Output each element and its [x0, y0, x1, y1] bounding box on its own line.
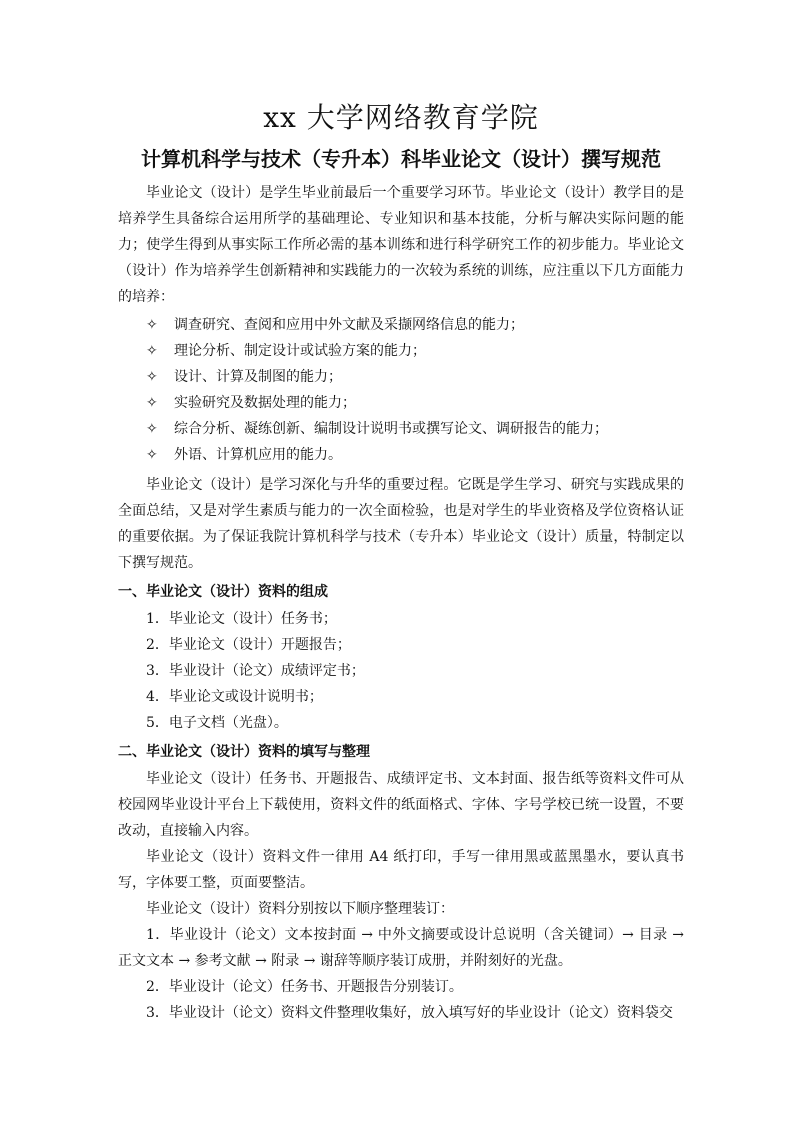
list-item: [118, 390, 684, 416]
diamond-bullet-icon: ✧: [146, 317, 158, 333]
body-paragraph: 毕业论文（设计）任务书、开题报告、成绩评定书、文本封面、报告纸等资料文件可从校园网毕业设计平台上下载使用，资料文件的纸面格式、字体、字号学校已统一设置，不要改动，直接输入内容。: [118, 771, 684, 839]
diamond-bullet-icon: ✧: [146, 447, 158, 463]
body-paragraph: 毕业论文（设计）是学习深化与升华的重要过程。它既是学生学习、研究与实践成果的全面总结，又是对学生素质与能力的一次全面检验，也是对学生的毕业资格及学位资格认证的重要依据。为了保证我院计算机科学与技术（专升本）毕业论文（设计）质量，特制定以下撰写规范。: [118, 477, 684, 571]
list-item-text: 调查研究、查阅和应用中外文献及采撷网络信息的能力；: [174, 317, 524, 333]
numbered-step: 1．毕业设计（论文）文本按封面 → 中外文摘要或设计总说明（含关键词）→ 目录 → 正文文本 → 参考文献 → 附录 → 谢辞等顺序装订成册，并附刻好的光盘。: [118, 927, 684, 969]
list-item: [118, 442, 684, 468]
list-item: 2．毕业论文（设计）开题报告；: [146, 637, 351, 653]
list-item-text: 外语、计算机应用的能力。: [174, 447, 342, 463]
diamond-bullet-icon: ✧: [146, 421, 158, 437]
list-item: 5．电子文档（光盘）。: [146, 715, 288, 731]
list-item: [118, 338, 684, 364]
list-item-text: 理论分析、制定设计或试验方案的能力；: [174, 343, 426, 359]
list-item: [118, 416, 684, 442]
list-item-text: 实验研究及数据处理的能力；: [174, 395, 356, 411]
list-item: 4．毕业论文或设计说明书；: [146, 689, 323, 705]
list-item: 1．毕业论文（设计）任务书；: [146, 611, 337, 627]
diamond-bullet-icon: ✧: [146, 343, 158, 359]
numbered-step: 3．毕业设计（论文）资料文件整理收集好，放入填写好的毕业设计（论文）资料袋交: [146, 1005, 673, 1021]
materials-list: [118, 606, 684, 736]
document-title: xx 大学网络教育学院: [263, 101, 539, 134]
body-paragraph: 毕业论文（设计）资料分别按以下顺序整理装订：: [146, 901, 454, 917]
list-item-text: 综合分析、凝练创新、编制设计说明书或撰写论文、调研报告的能力；: [174, 421, 608, 437]
numbered-step: 2．毕业设计（论文）任务书、开题报告分别装订。: [146, 979, 463, 995]
ability-list: [118, 312, 684, 468]
list-item: 3．毕业设计（论文）成绩评定书；: [146, 663, 365, 679]
diamond-bullet-icon: ✧: [146, 369, 158, 385]
section-heading: 一、毕业论文（设计）资料的组成: [118, 584, 328, 600]
body-paragraph: 毕业论文（设计）资料文件一律用 A4 纸打印，手写一律用黑或蓝黑墨水，要认真书写，字体要工整，页面要整洁。: [118, 849, 684, 891]
list-item: [118, 364, 684, 390]
list-item-text: 设计、计算及制图的能力；: [174, 369, 342, 385]
list-item: [118, 312, 684, 338]
intro-paragraph: 毕业论文（设计）是学生毕业前最后一个重要学习环节。毕业论文（设计）教学目的是培养学生具备综合运用所学的基础理论、专业知识和基本技能，分析与解决实际问题的能力；使学生得到从事实际工作所必需的基本训练和进行科学研究工作的初步能力。毕业论文（设计）作为培养学生创新精神和实践能力的一次较为系统的训练，应注重以下几方面能力的培养：: [118, 185, 684, 305]
diamond-bullet-icon: ✧: [146, 395, 158, 411]
section-heading: 二、毕业论文（设计）资料的填写与整理: [118, 744, 370, 760]
document-subtitle: 计算机科学与技术（专升本）科毕业论文（设计）撰写规范: [141, 147, 661, 171]
